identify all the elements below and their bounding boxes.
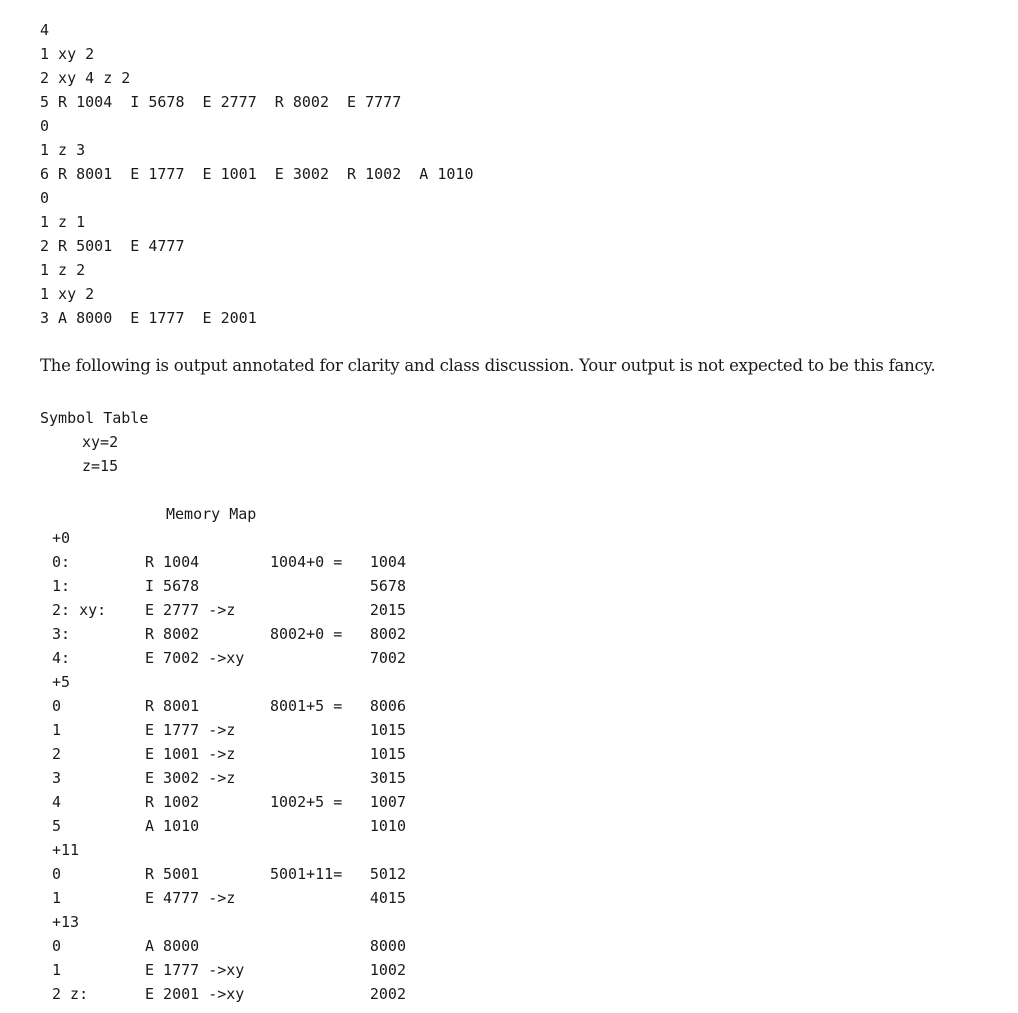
memory-row-value: 8002 [369, 625, 406, 643]
input-line: 0 [40, 117, 50, 135]
memory-row-instruction: R 1004 [145, 553, 200, 571]
memory-row-label: 4 [52, 793, 62, 811]
memory-row-instruction: E 7002 ->xy [145, 649, 245, 667]
memory-row-value: 1015 [369, 745, 406, 763]
memory-row-calculation: 5001+11= [270, 865, 343, 883]
memory-row-label: 0 [52, 697, 62, 715]
memory-row-label: 3 [52, 769, 62, 787]
memory-row-value: 8000 [369, 937, 406, 955]
memory-row-label: +0 [52, 529, 71, 547]
memory-row-value: 2015 [369, 601, 406, 619]
memory-row-calculation: 1004+0 = [270, 553, 343, 571]
memory-row-label: 1 [52, 889, 62, 907]
memory-row-value: 1002 [369, 961, 406, 979]
memory-row-value: 3015 [369, 769, 406, 787]
memory-row-label: 0 [52, 937, 62, 955]
memory-row-instruction: R 8001 [145, 697, 200, 715]
symbol-entry-xy: xy=2 [82, 433, 119, 451]
memory-row-label: 1: [52, 577, 71, 595]
memory-row-instruction: A 8000 [145, 937, 200, 955]
input-line: 5 R 1004 I 5678 E 2777 R 8002 E 7777 [40, 93, 402, 111]
memory-row-instruction: E 1777 ->z [145, 721, 236, 739]
memory-row-value: 5678 [369, 577, 406, 595]
input-line: 1 xy 2 [40, 45, 95, 63]
symbol-table-title: Symbol Table [40, 409, 149, 427]
memory-row-instruction: E 3002 ->z [145, 769, 236, 787]
memory-row-label: 5 [52, 817, 62, 835]
memory-row-label: 2 [52, 745, 62, 763]
input-line: 2 R 5001 E 4777 [40, 237, 185, 255]
input-line: 1 z 1 [40, 213, 86, 231]
memory-row-calculation: 1002+5 = [270, 793, 343, 811]
memory-row-value: 1010 [369, 817, 406, 835]
memory-row-label: +5 [52, 673, 71, 691]
memory-row-calculation: 8002+0 = [270, 625, 343, 643]
memory-row-instruction: A 1010 [145, 817, 200, 835]
memory-row-instruction: E 1777 ->xy [145, 961, 245, 979]
input-line: 2 xy 4 z 2 [40, 69, 131, 87]
memory-row-instruction: R 8002 [145, 625, 200, 643]
memory-row-value: 2002 [369, 985, 406, 1003]
memory-row-label: 2 z: [52, 985, 89, 1003]
memory-row-value: 4015 [369, 889, 406, 907]
memory-row-instruction: E 2001 ->xy [145, 985, 245, 1003]
memory-row-value: 8006 [369, 697, 406, 715]
memory-row-label: 1 [52, 721, 62, 739]
memory-row-label: 4: [52, 649, 71, 667]
memory-row-instruction: E 4777 ->z [145, 889, 236, 907]
input-line: 1 z 3 [40, 141, 86, 159]
memory-row-instruction: R 5001 [145, 865, 200, 883]
memory-row-label: 0: [52, 553, 71, 571]
memory-row-label: 3: [52, 625, 71, 643]
annotation-note: The following is output annotated for clarity and class discussion. Your output is not expected to be this fancy. [40, 356, 936, 375]
memory-row-instruction: E 1001 ->z [145, 745, 236, 763]
memory-row-label: +11 [52, 841, 80, 859]
memory-row-label: 2: xy: [52, 601, 107, 619]
memory-row-value: 5012 [369, 865, 406, 883]
memory-row-value: 1015 [369, 721, 406, 739]
memory-row-value: 7002 [369, 649, 406, 667]
memory-row-label: 1 [52, 961, 62, 979]
memory-row-instruction: R 1002 [145, 793, 200, 811]
memory-row-value: 1004 [369, 553, 406, 571]
memory-row-instruction: I 5678 [145, 577, 200, 595]
symbol-entry-z: z=15 [82, 457, 119, 475]
memory-row-value: 1007 [369, 793, 406, 811]
input-line: 4 [40, 21, 50, 39]
memory-row-calculation: 8001+5 = [270, 697, 343, 715]
input-line: 6 R 8001 E 1777 E 1001 E 3002 R 1002 A 1010 [40, 165, 474, 183]
memory-row-label: 0 [52, 865, 62, 883]
input-line: 0 [40, 189, 50, 207]
memory-row-instruction: E 2777 ->z [145, 601, 236, 619]
memory-row-label: +13 [52, 913, 80, 931]
input-line: 1 xy 2 [40, 285, 95, 303]
input-line: 1 z 2 [40, 261, 86, 279]
input-line: 3 A 8000 E 1777 E 2001 [40, 309, 257, 327]
memory-map-title: Memory Map [166, 505, 257, 523]
